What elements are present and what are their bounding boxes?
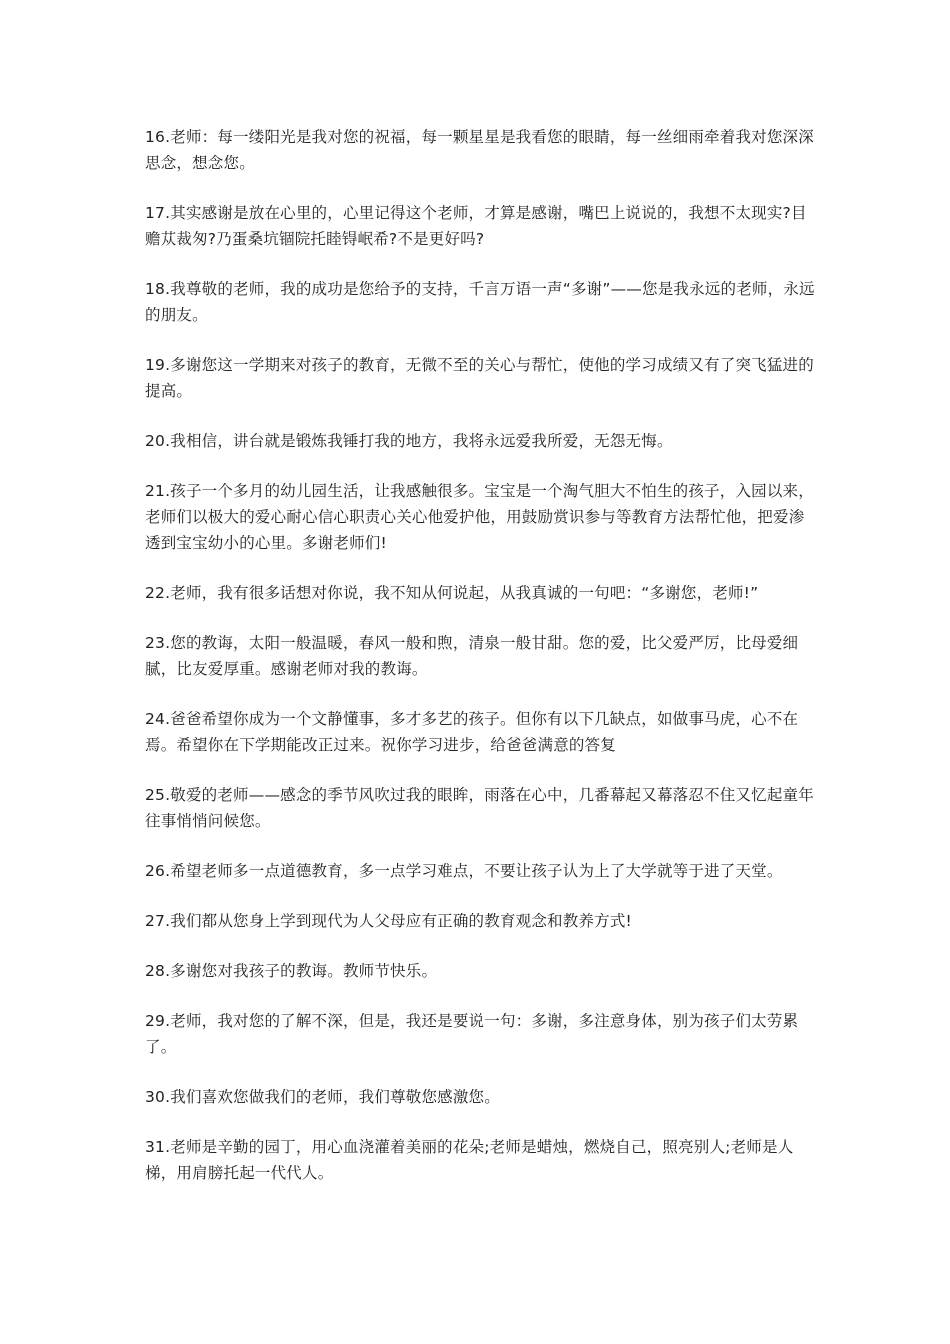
paragraph-23: 23.您的教诲，太阳一般温暖，春风一般和煦，清泉一般甘甜。您的爱，比父爱严厉，比母爱细腻，比友爱厚重。感谢老师对我的教诲。 [145,634,799,678]
paragraph-31: 31.老师是辛勤的园丁，用心血浇灌着美丽的花朵;老师是蜡烛，燃烧自己，照亮别人;老师是人梯，用肩膀托起一代代人。 [145,1138,794,1182]
paragraph-28: 28.多谢您对我孩子的教诲。教师节快乐。 [145,962,438,980]
paragraph-19: 19.多谢您这一学期来对孩子的教育，无微不至的关心与帮忙，使他的学习成绩又有了突飞猛进的提高。 [145,356,814,400]
paragraph-27: 27.我们都从您身上学到现代为人父母应有正确的教育观念和教养方式! [145,912,632,930]
paragraph-16: 16.老师：每一缕阳光是我对您的祝福，每一颗星星是我看您的眼睛，每一丝细雨牵着我对您深深思念，想念您。 [145,128,814,172]
paragraph-21: 21.孩子一个多月的幼儿园生活，让我感触很多。宝宝是一个淘气胆大不怕生的孩子，入园以来，老师们以极大的爱心耐心信心职责心关心他爱护他，用鼓励赏识参与等教育方法帮忙他，把爱渗透到宝宝幼小的心里。多谢老师们! [145,482,814,552]
paragraph-17: 17.其实感谢是放在心里的，心里记得这个老师，才算是感谢，嘴巴上说说的，我想不太现实?目赡苁裁匆?乃蛋桑坑锢院托睦锝岷希?不是更好吗? [145,204,807,248]
paragraph-24: 24.爸爸希望你成为一个文静懂事，多才多艺的孩子。但你有以下几缺点，如做事马虎，心不在焉。希望你在下学期能改正过来。祝你学习进步，给爸爸满意的答复 [145,710,799,754]
paragraph-20: 20.我相信，讲台就是锻炼我锤打我的地方，我将永远爱我所爱，无怨无悔。 [145,432,673,450]
document-body [145,124,817,1210]
paragraph-25: 25.敬爱的老师——感念的季节风吹过我的眼眸，雨落在心中，几番幕起又幕落忍不住又忆起童年往事悄悄问候您。 [145,786,814,830]
paragraph-29: 29.老师，我对您的了解不深，但是，我还是要说一句：多谢，多注意身体，别为孩子们太劳累了。 [145,1012,799,1056]
paragraph-26: 26.希望老师多一点道德教育，多一点学习难点，不要让孩子认为上了大学就等于进了天堂。 [145,862,783,880]
paragraph-18: 18.我尊敬的老师，我的成功是您给予的支持，千言万语一声“多谢”——您是我永远的老师，永远的朋友。 [145,280,815,324]
paragraph-22: 22.老师，我有很多话想对你说，我不知从何说起，从我真诚的一句吧：“多谢您，老师!” [145,584,759,602]
paragraph-30: 30.我们喜欢您做我们的老师，我们尊敬您感激您。 [145,1088,500,1106]
